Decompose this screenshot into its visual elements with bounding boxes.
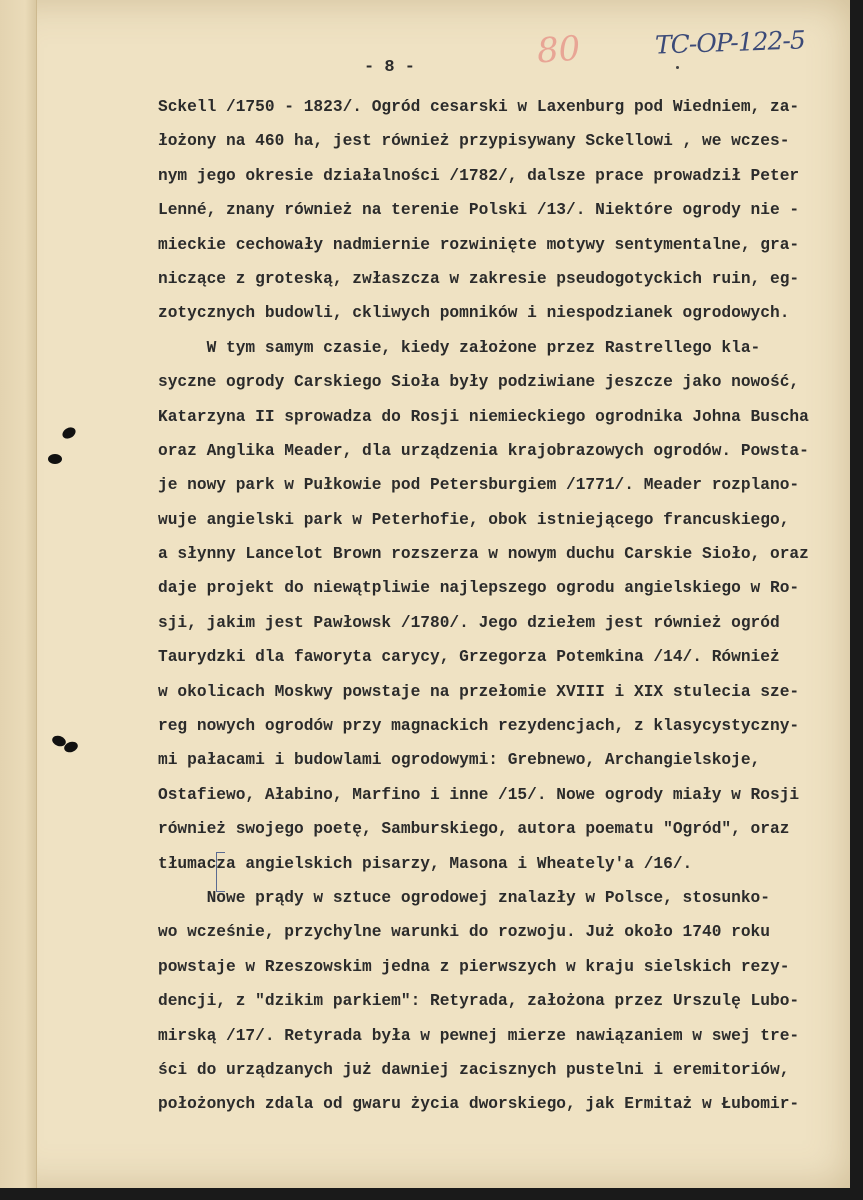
- text-line: Katarzyna II sprowadza do Rosji niemieckiego ogrodnika Johna Buscha: [158, 407, 809, 426]
- text-line: wo wcześnie, przychylne warunki do rozwoju. Już około 1740 roku: [158, 923, 770, 942]
- text-line: mi pałacami i budowlami ogrodowymi: Grebnewo, Archangielskoje,: [158, 751, 761, 770]
- text-line: powstaje w Rzeszowskim jedna z pierwszych w kraju sielskich rezy-: [158, 957, 790, 976]
- punch-hole: [60, 425, 77, 441]
- text-line: położonych zdala od gwaru życia dworskiego, jak Ermitaż w Łubomir-: [158, 1095, 800, 1114]
- text-line: dencji, z "dzikim parkiem": Retyrada, założona przez Urszulę Lubo-: [158, 992, 800, 1011]
- text-line: również swojego poetę, Samburskiego, autora poematu "Ogród", oraz: [158, 820, 790, 839]
- text-line: daje projekt do niewątpliwie najlepszego ogrodu angielskiego w Ro-: [158, 579, 800, 598]
- text-line: mieckie cechowały nadmiernie rozwinięte motywy sentymentalne, gra-: [158, 235, 800, 254]
- text-line: Taurydzki dla faworyta carycy, Grzegorza Potemkina /14/. Również: [158, 648, 780, 667]
- text-line: je nowy park w Pułkowie pod Petersburgiem /1771/. Meader rozplano-: [158, 476, 800, 495]
- ink-dot: [676, 66, 679, 69]
- text-line: W tym samym czasie, kiedy założone przez Rastrellego kla-: [158, 338, 761, 357]
- text-line: sji, jakim jest Pawłowsk /1780/. Jego dziełem jest również ogród: [158, 613, 780, 632]
- text-line: ści do urządzanych już dawniej zacisznych pustelni i eremitoriów,: [158, 1060, 790, 1079]
- punch-hole: [48, 454, 62, 464]
- text-line: niczące z groteską, zwłaszcza w zakresie pseudogotyckich ruin, eg-: [158, 269, 800, 288]
- text-line: Sckell /1750 - 1823/. Ogród cesarski w Laxenburg pod Wiedniem, za-: [158, 98, 800, 116]
- body-text: [158, 90, 809, 1122]
- text-line: nym jego okresie działalności /1782/, dalsze prace prowadził Peter: [158, 166, 800, 185]
- text-line: Nowe prądy w sztuce ogrodowej znalazły w Polsce, stosunko-: [158, 888, 770, 907]
- folio-number: 80: [535, 28, 582, 72]
- text-line: reg nowych ogrodów przy magnackich rezydencjach, z klasycystyczny-: [158, 717, 800, 736]
- archive-signature: TC-OP-122-5: [654, 25, 806, 60]
- text-line: a słynny Lancelot Brown rozszerza w nowym duchu Carskie Sioło, oraz: [158, 545, 809, 564]
- text-line: Ostafiewo, Ałabino, Marfino i inne /15/. Nowe ogrody miały w Rosji: [158, 785, 800, 804]
- text-line: wuje angielski park w Peterhofie, obok istniejącego francuskiego,: [158, 510, 790, 529]
- binding-margin: [0, 0, 37, 1188]
- text-line: tłumacza angielskich pisarzy, Masona i Wheately'a /16/.: [158, 854, 693, 873]
- text-line: łożony na 460 ha, jest również przypisywany Sckellowi , we wczes-: [158, 132, 790, 151]
- page-number: - 8 -: [364, 58, 416, 77]
- text-line: zotycznych budowli, ckliwych pomników i niespodzianek ogrodowych.: [158, 304, 790, 323]
- text-line: w okolicach Moskwy powstaje na przełomie XVIII i XIX stulecia sze-: [158, 682, 800, 701]
- text-line: oraz Anglika Meader, dla urządzenia krajobrazowych ogrodów. Powsta-: [158, 441, 809, 460]
- text-line: syczne ogrody Carskiego Sioła były podziwiane jeszcze jako nowość,: [158, 373, 800, 392]
- text-line: Lenné, znany również na terenie Polski /13/. Niektóre ogrody nie -: [158, 201, 800, 220]
- text-line: mirską /17/. Retyrada była w pewnej mierze nawiązaniem w swej tre-: [158, 1026, 800, 1045]
